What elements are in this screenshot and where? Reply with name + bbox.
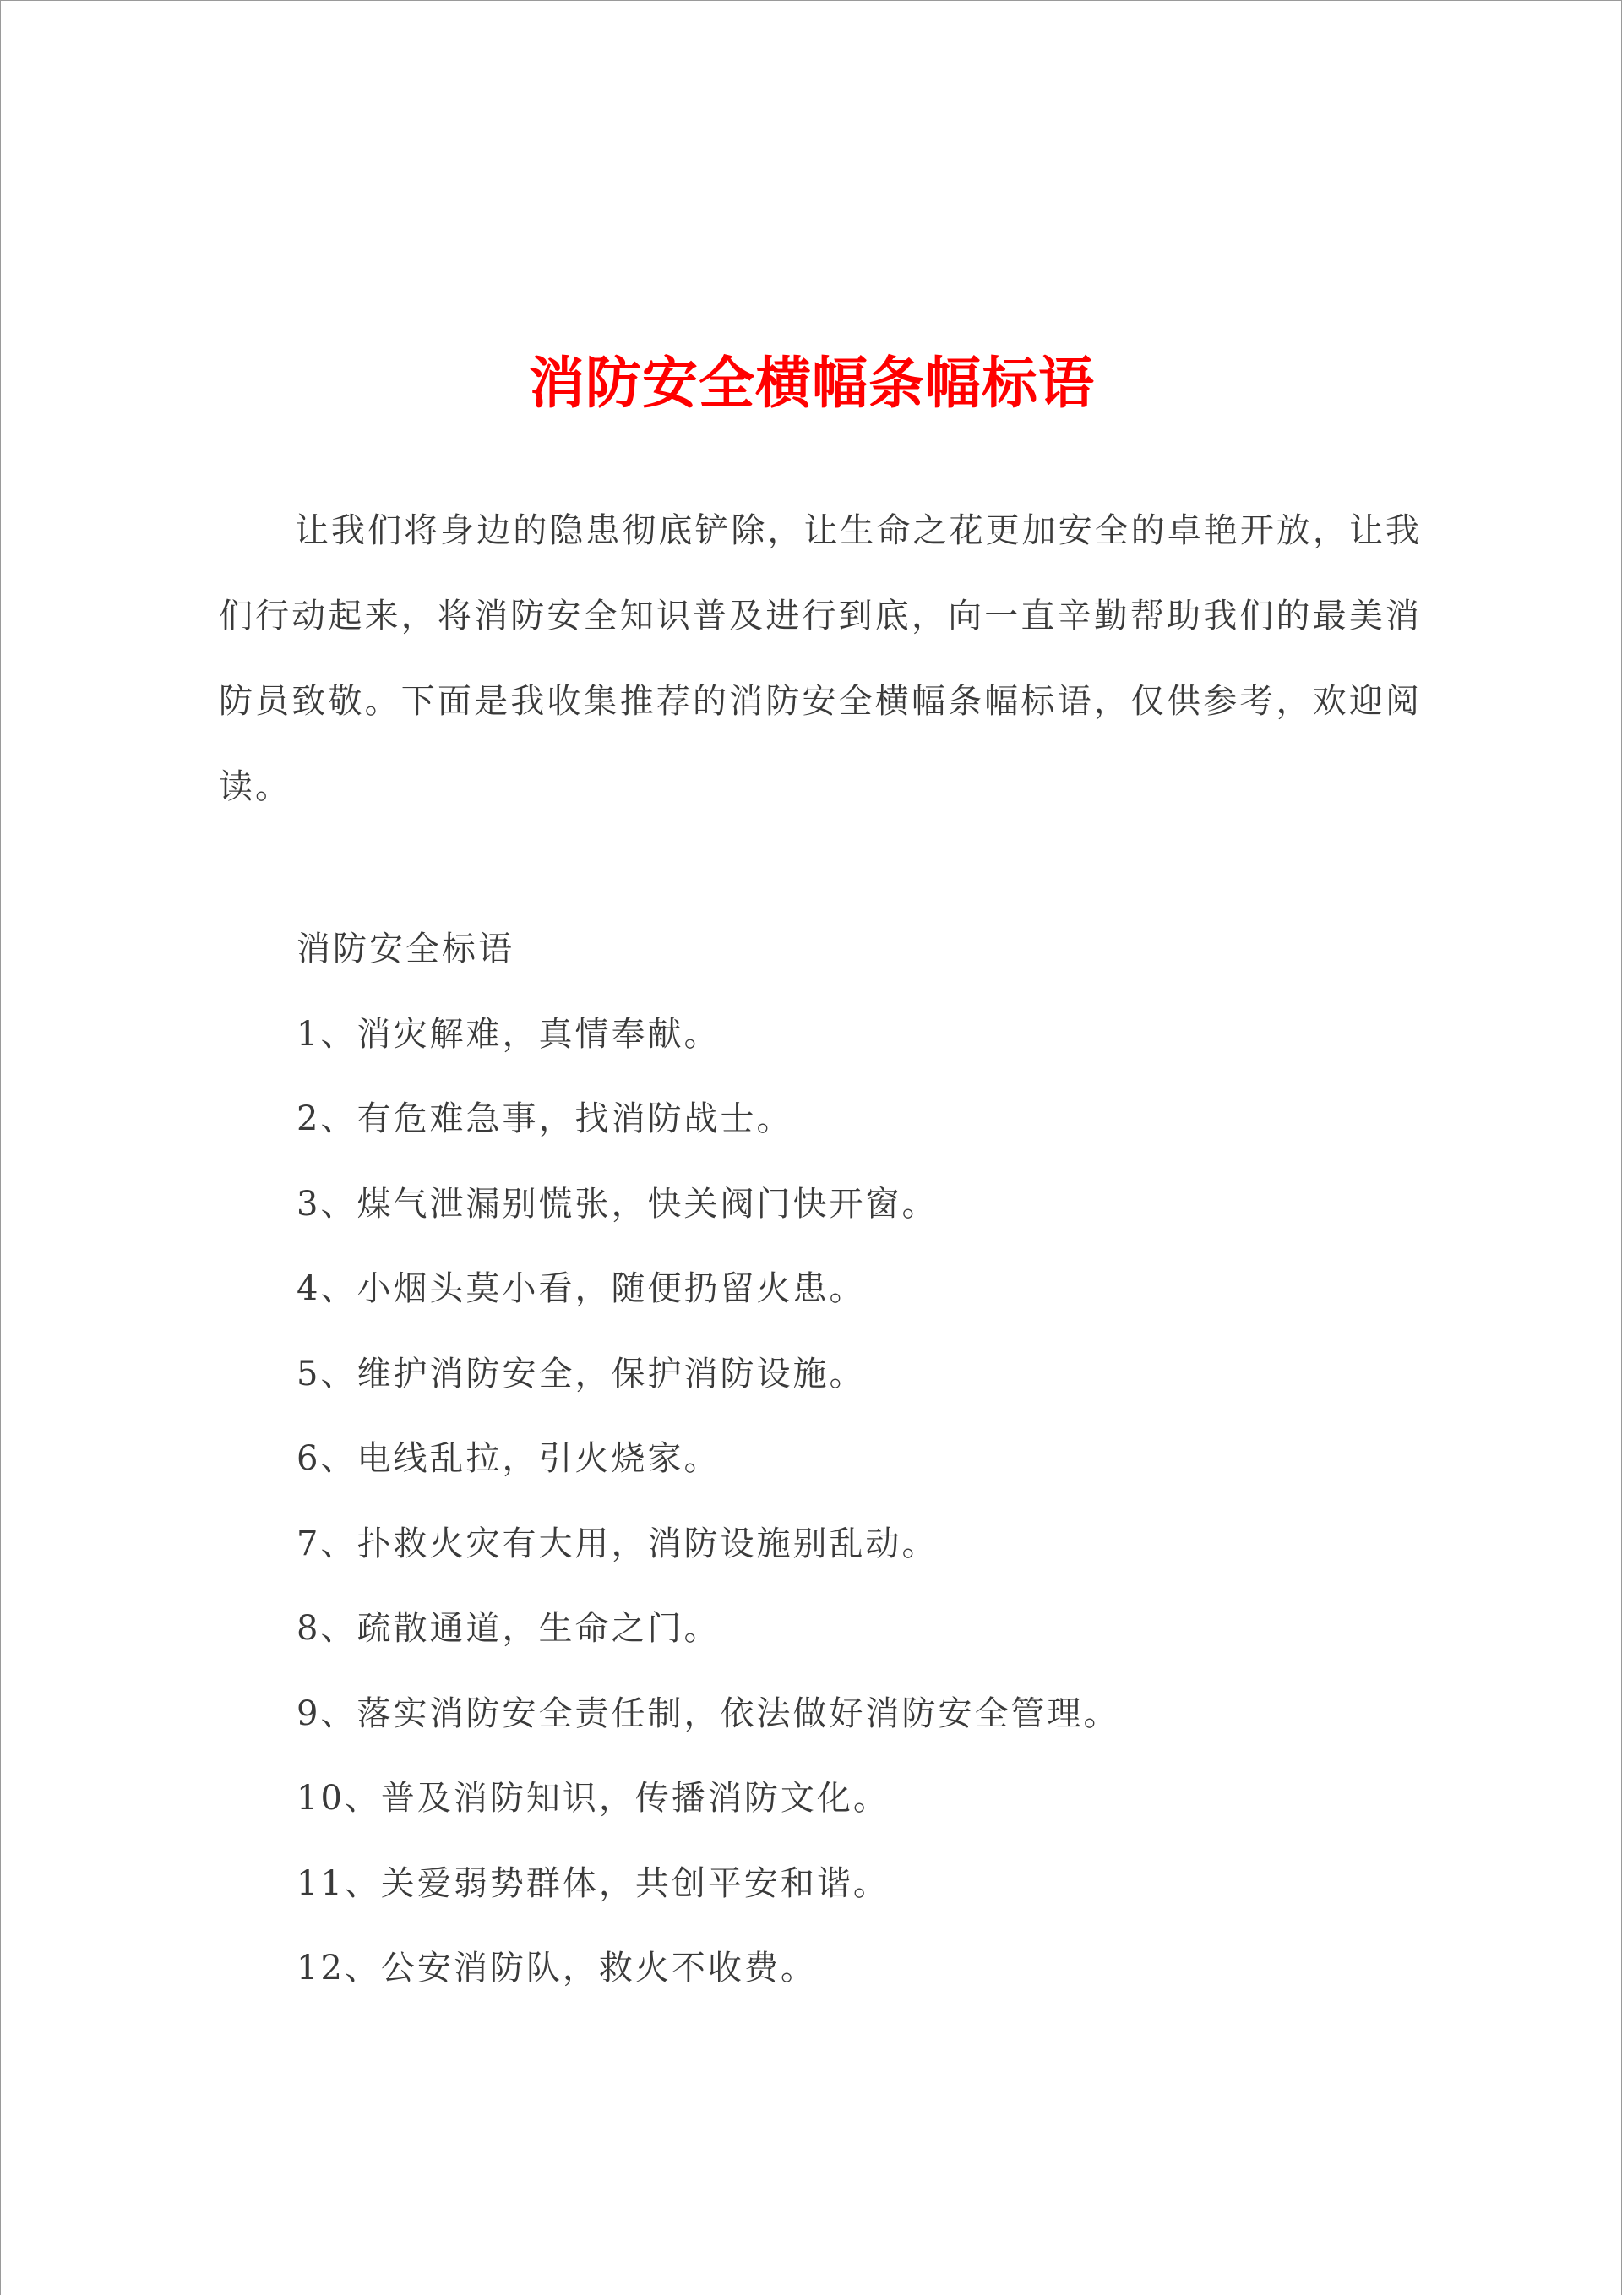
list-item: 1、消灾解难，真情奉献。 <box>297 1014 721 1054</box>
list-item: 11、关爱弱势群体，共创平安和谐。 <box>297 1863 890 1903</box>
list-item: 6、电线乱拉，引火烧家。 <box>297 1439 721 1478</box>
slogan-list <box>297 907 1119 2011</box>
list-item: 9、落实消防安全责任制，依法做好消防安全管理。 <box>297 1693 1120 1733</box>
list-item: 4、小烟头莫小看，随便扔留火患。 <box>297 1269 866 1308</box>
list-item: 10、普及消防知识，传播消防文化。 <box>297 1779 890 1818</box>
list-item: 8、疏散通道，生命之门。 <box>297 1609 721 1648</box>
list-item: 2、有危难急事，找消防战士。 <box>297 1099 793 1138</box>
list-item: 12、公安消防队，救火不收费。 <box>297 1949 817 1988</box>
section-heading: 消防安全标语 <box>297 930 514 968</box>
list-item: 3、煤气泄漏别慌张，快关阀门快开窗。 <box>297 1184 939 1224</box>
document-title: 消防安全横幅条幅标语 <box>529 350 1095 416</box>
intro-paragraph: 让我们将身边的隐患彻底铲除，让生命之花更加安全的卓艳开放，让我们行动起来，将消防安全知识普及进行到底，向一直辛勤帮助我们的最美消防员致敬。下面是我收集推荐的消防安全横幅条幅标语，仅供参考，欢迎阅读。 <box>219 511 1422 806</box>
list-item: 7、扑救火灾有大用，消防设施别乱动。 <box>297 1524 939 1563</box>
list-item: 5、维护消防安全，保护消防设施。 <box>297 1354 866 1393</box>
